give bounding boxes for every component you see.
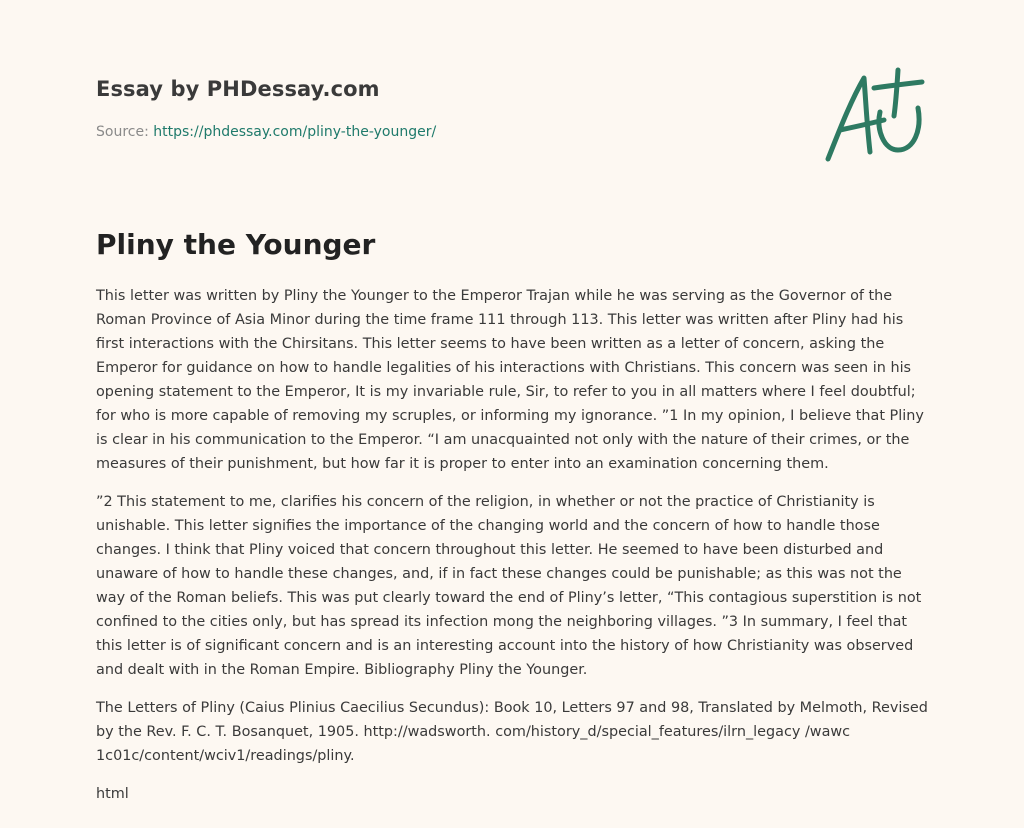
source-label: Source:: [96, 124, 149, 140]
source-link[interactable]: https://phdessay.com/pliny-the-younger/: [153, 124, 437, 140]
page-header: [96, 74, 436, 142]
article-body: [96, 284, 934, 820]
a-plus-grade-icon: [818, 64, 930, 168]
page-title: Pliny the Younger: [96, 228, 376, 261]
paragraph: html: [96, 786, 129, 802]
source-line: [96, 122, 436, 142]
paragraph: This letter was written by Pliny the Younger to the Emperor Trajan while he was serving as the Governor of the Roman Province of Asia Minor during the time frame 111 through 113. This letter was written after Pliny had his first interactions with the Chirsitans. This letter seems to have been written as a letter of concern, asking the Emperor for guidance on how to handle legalities of his interactions with Christians. This concern was seen in his opening statement to the Emperor, It is my invariable rule, Sir, to refer to you in all matters where I feel doubtful; for who is more capable of removing my scruples, or informing my ignorance. ”1 In my opinion, I believe that Pliny is clear in his communication to the Emperor. “I am unacquainted not only with the nature of their crimes, or the measures of their punishment, but how far it is proper to enter into an examination concerning them.: [96, 288, 924, 472]
paragraph: The Letters of Pliny (Caius Plinius Caecilius Secundus): Book 10, Letters 97 and 98, Translated by Melmoth, Revised by the Rev. F. C. T. Bosanquet, 1905. http://wadsworth. com/history_d/special_features/ilrn_legacy /wawc 1c01c/content/wciv1/readings/pliny.: [96, 700, 928, 764]
brand-title: Essay by PHDessay.com: [96, 77, 380, 101]
paragraph: ”2 This statement to me, clarifies his concern of the religion, in whether or not the practice of Christianity is unishable. This letter signifies the importance of the changing world and the concern of how to handle those changes. I think that Pliny voiced that concern throughout this letter. He seemed to have been disturbed and unaware of how to handle these changes, and, if in fact these changes could be punishable; as this was not the way of the Roman beliefs. This was put clearly toward the end of Pliny’s letter, “This contagious superstition is not confined to the cities only, but has spread its infection mong the neighboring villages. ”3 In summary, I feel that this letter is of significant concern and is an interesting account into the history of how Christianity was observed and dealt with in the Roman Empire. Bibliography Pliny the Younger.: [96, 494, 922, 678]
